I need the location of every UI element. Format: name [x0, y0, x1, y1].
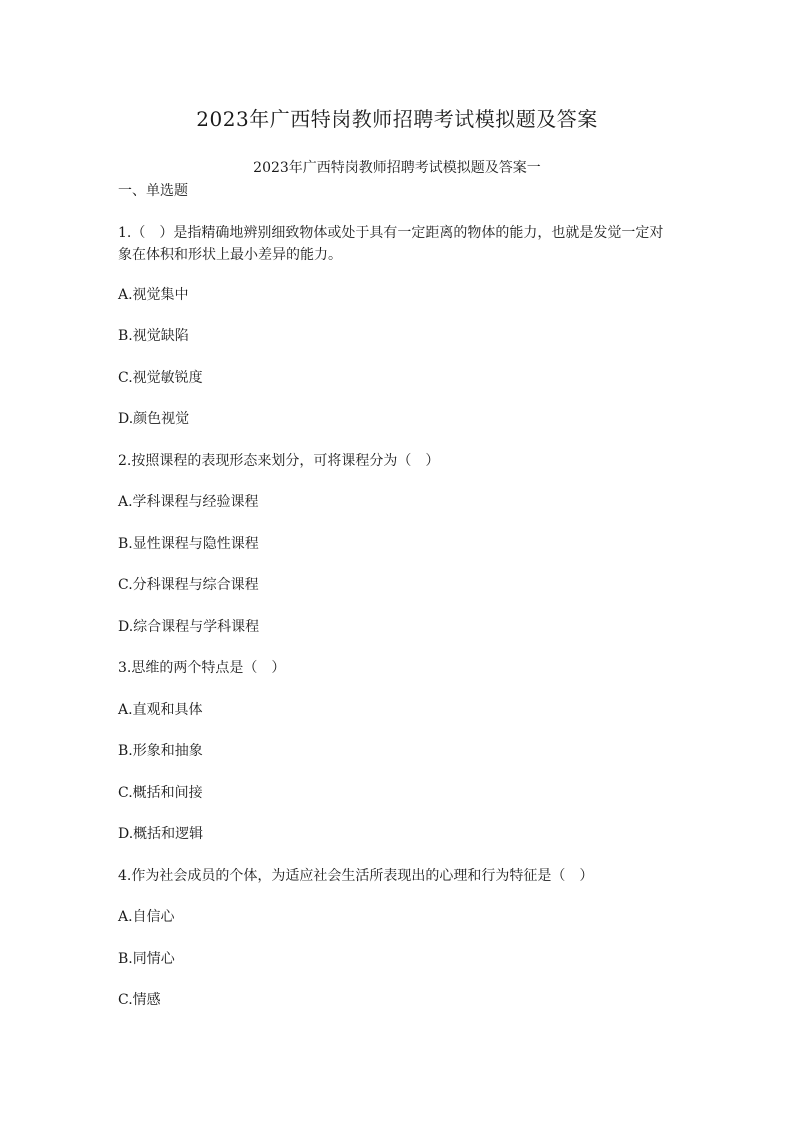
question-1-option-d: D.颜色视觉 — [118, 411, 190, 427]
question-2-option-d: D.综合课程与学科课程 — [118, 619, 260, 635]
question-2-option-a: A.学科课程与经验课程 — [118, 494, 259, 510]
question-3-option-d: D.概括和逻辑 — [118, 826, 204, 842]
question-2-option-c: C.分科课程与综合课程 — [118, 577, 259, 593]
question-4-option-b: B.同情心 — [118, 951, 175, 967]
section-heading: 一、单选题 — [118, 183, 188, 199]
question-2-option-b: B.显性课程与隐性课程 — [118, 536, 259, 552]
question-4-option-a: A.自信心 — [118, 909, 175, 925]
question-1-stem-line: 象在体积和形状上最小差异的能力。 — [118, 247, 342, 263]
document-subtitle: 2023年广西特岗教师招聘考试模拟题及答案一 — [253, 160, 541, 176]
question-1-option-c: C.视觉敏锐度 — [118, 370, 203, 386]
question-3-option-b: B.形象和抽象 — [118, 743, 203, 759]
question-4-option-c: C.情感 — [118, 992, 161, 1008]
question-3-stem: 3.思维的两个特点是（ ） — [118, 660, 286, 676]
question-4-stem: 4.作为社会成员的个体，为适应社会生活所表现出的心理和行为特征是（ ） — [118, 868, 594, 884]
question-1-option-a: A.视觉集中 — [118, 287, 189, 303]
question-1-stem-line: 1.（ ）是指精确地辨别细致物体或处于具有一定距离的物体的能力，也就是发觉一定对 — [118, 225, 664, 241]
question-3-option-c: C.概括和间接 — [118, 785, 203, 801]
question-3-option-a: A.直观和具体 — [118, 702, 203, 718]
document-title: 2023年广西特岗教师招聘考试模拟题及答案 — [196, 107, 598, 131]
question-2-stem: 2.按照课程的表现形态来划分，可将课程分为（ ） — [118, 453, 440, 469]
question-1-stem — [118, 222, 678, 266]
question-1-option-b: B.视觉缺陷 — [118, 328, 189, 344]
